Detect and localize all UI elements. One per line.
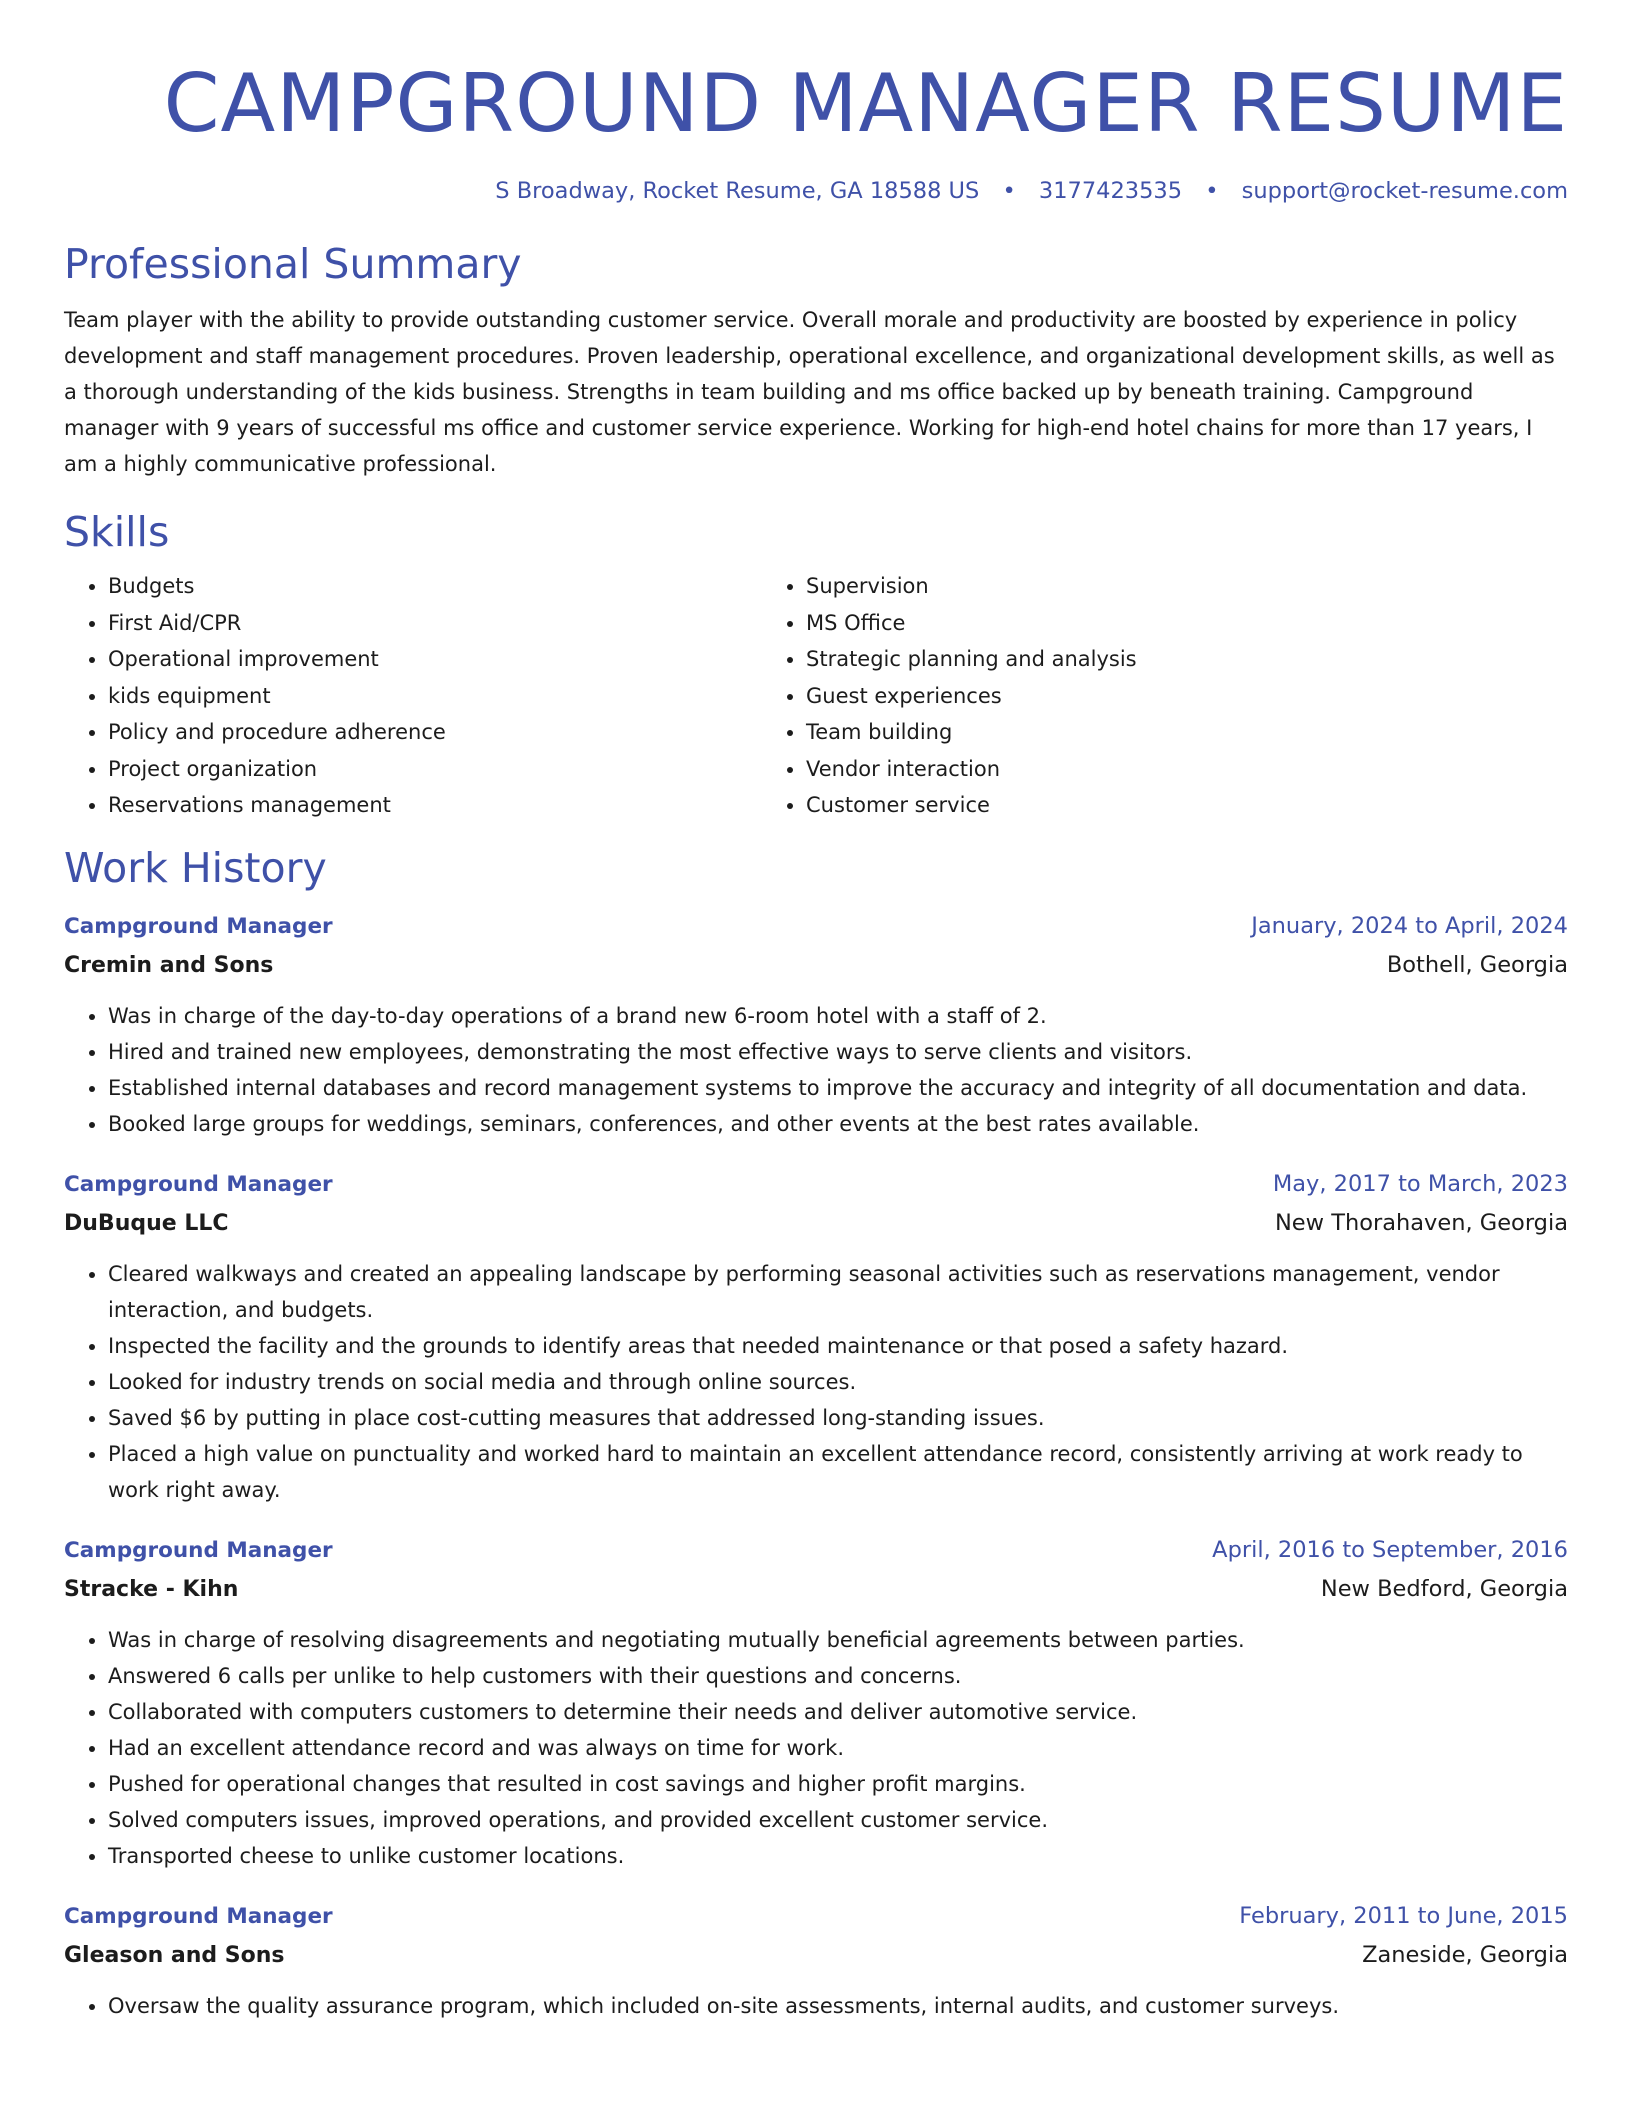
skill-item: • Team building [806, 714, 1568, 751]
job-header [64, 906, 1568, 947]
job-header [64, 1164, 1568, 1205]
job-company: DuBuque LLC [64, 1210, 229, 1236]
job-entry [64, 1164, 1568, 1508]
job-title: Campground Manager [64, 1537, 333, 1563]
job-bullet: • Transported cheese to unlike customer locations. [108, 1838, 1568, 1874]
contact-phone: 3177423535 [1038, 178, 1183, 204]
job-dates: May, 2017 to March, 2023 [1272, 1170, 1568, 1197]
job-bullet: • Oversaw the quality assurance program, which included on-site assessments, internal audits, and customer surveys. [108, 1988, 1568, 2024]
job-subheader [64, 1205, 1568, 1242]
job-bullet: • Saved $6 by putting in place cost-cutting measures that addressed long-standing issues. [108, 1400, 1568, 1436]
job-header [64, 1896, 1568, 1937]
work-history-heading: Work History [64, 843, 327, 892]
contact-email: support@rocket-resume.com [1241, 178, 1568, 204]
skill-item: • Guest experiences [806, 678, 1568, 715]
resume-title: CAMPGROUND MANAGER RESUME [163, 57, 1568, 150]
contact-separator: • [1002, 178, 1016, 204]
job-entry [64, 1530, 1568, 1874]
job-company: Stracke - Kihn [64, 1576, 239, 1602]
job-company: Gleason and Sons [64, 1942, 285, 1968]
skills-heading: Skills [64, 508, 170, 556]
job-bullet: • Had an excellent attendance record and was always on time for work. [108, 1730, 1568, 1766]
skill-item: • Reservations management [108, 787, 762, 824]
skill-item: • Strategic planning and analysis [806, 641, 1568, 678]
job-title: Campground Manager [64, 1171, 333, 1197]
job-bullets [64, 1622, 1568, 1874]
skill-item: • Budgets [108, 568, 762, 605]
job-subheader [64, 947, 1568, 984]
job-location: New Bedford, Georgia [1320, 1575, 1568, 1602]
job-bullet: • Inspected the facility and the grounds to identify areas that needed maintenance or that posed a safety hazard. [108, 1328, 1568, 1364]
job-subheader [64, 1937, 1568, 1974]
contact-line [64, 176, 1568, 206]
skill-item: • Vendor interaction [806, 751, 1568, 788]
job-bullet: • Cleared walkways and created an appealing landscape by performing seasonal activities such as reservations management, vendor interaction, and budgets. [108, 1256, 1568, 1328]
skill-item: • MS Office [806, 605, 1568, 642]
skill-item: • Operational improvement [108, 641, 762, 678]
skills-column-left [64, 568, 762, 824]
skill-item: • First Aid/CPR [108, 605, 762, 642]
job-entry [64, 1896, 1568, 2024]
job-bullet: • Was in charge of resolving disagreements and negotiating mutually beneficial agreements between parties. [108, 1622, 1568, 1658]
skill-item: • Policy and procedure adherence [108, 714, 762, 751]
skill-item: • Supervision [806, 568, 1568, 605]
skill-item: • kids equipment [108, 678, 762, 715]
job-dates: February, 2011 to June, 2015 [1239, 1902, 1568, 1929]
skill-item: • Project organization [108, 751, 762, 788]
job-bullet: • Booked large groups for weddings, seminars, conferences, and other events at the best rates available. [108, 1106, 1568, 1142]
job-subheader [64, 1571, 1568, 1608]
job-title: Campground Manager [64, 913, 333, 939]
job-bullet: • Solved computers issues, improved operations, and provided excellent customer service. [108, 1802, 1568, 1838]
contact-separator: • [1205, 178, 1219, 204]
resume-page [64, 0, 1568, 2024]
job-bullet: • Answered 6 calls per unlike to help customers with their questions and concerns. [108, 1658, 1568, 1694]
job-location: Zaneside, Georgia [1362, 1941, 1568, 1968]
skills-list [64, 568, 1568, 824]
job-location: New Thorahaven, Georgia [1274, 1209, 1568, 1236]
job-title: Campground Manager [64, 1903, 333, 1929]
job-bullet: • Placed a high value on punctuality and worked hard to maintain an excellent attendance record, consistently arriving at work ready to work right away. [108, 1436, 1568, 1508]
job-bullets [64, 1256, 1568, 1508]
job-bullet: • Looked for industry trends on social media and through online sources. [108, 1364, 1568, 1400]
summary-heading: Professional Summary [64, 240, 522, 288]
skill-item: • Customer service [806, 787, 1568, 824]
job-bullets [64, 998, 1568, 1142]
job-company: Cremin and Sons [64, 952, 274, 978]
summary-text: Team player with the ability to provide outstanding customer service. Overall morale and productivity are boosted by experience in policy development and staff management procedures. Proven leadership, operational excellence, and organizational development skills, as well as a thorough understanding of the kids business. Strengths in team building and ms office backed up by beneath training. Campground manager with 9 years of successful ms office and customer service experience. Working for high-end hotel chains for more than 17 years, I am a highly communicative professional. [64, 308, 1555, 476]
job-location: Bothell, Georgia [1386, 951, 1568, 978]
job-bullets [64, 1988, 1568, 2024]
job-bullet: • Collaborated with computers customers to determine their needs and deliver automotive service. [108, 1694, 1568, 1730]
job-dates: January, 2024 to April, 2024 [1251, 912, 1568, 939]
job-bullet: • Hired and trained new employees, demonstrating the most effective ways to serve clients and visitors. [108, 1034, 1568, 1070]
job-bullet: • Established internal databases and record management systems to improve the accuracy and integrity of all documentation and data. [108, 1070, 1568, 1106]
job-header [64, 1530, 1568, 1571]
job-dates: April, 2016 to September, 2016 [1212, 1536, 1568, 1563]
job-bullet: • Pushed for operational changes that resulted in cost savings and higher profit margins. [108, 1766, 1568, 1802]
skills-column-right [762, 568, 1568, 824]
job-bullet: • Was in charge of the day-to-day operations of a brand new 6-room hotel with a staff of 2. [108, 998, 1568, 1034]
contact-address: S Broadway, Rocket Resume, GA 18588 US [495, 178, 980, 204]
job-entry [64, 906, 1568, 1142]
